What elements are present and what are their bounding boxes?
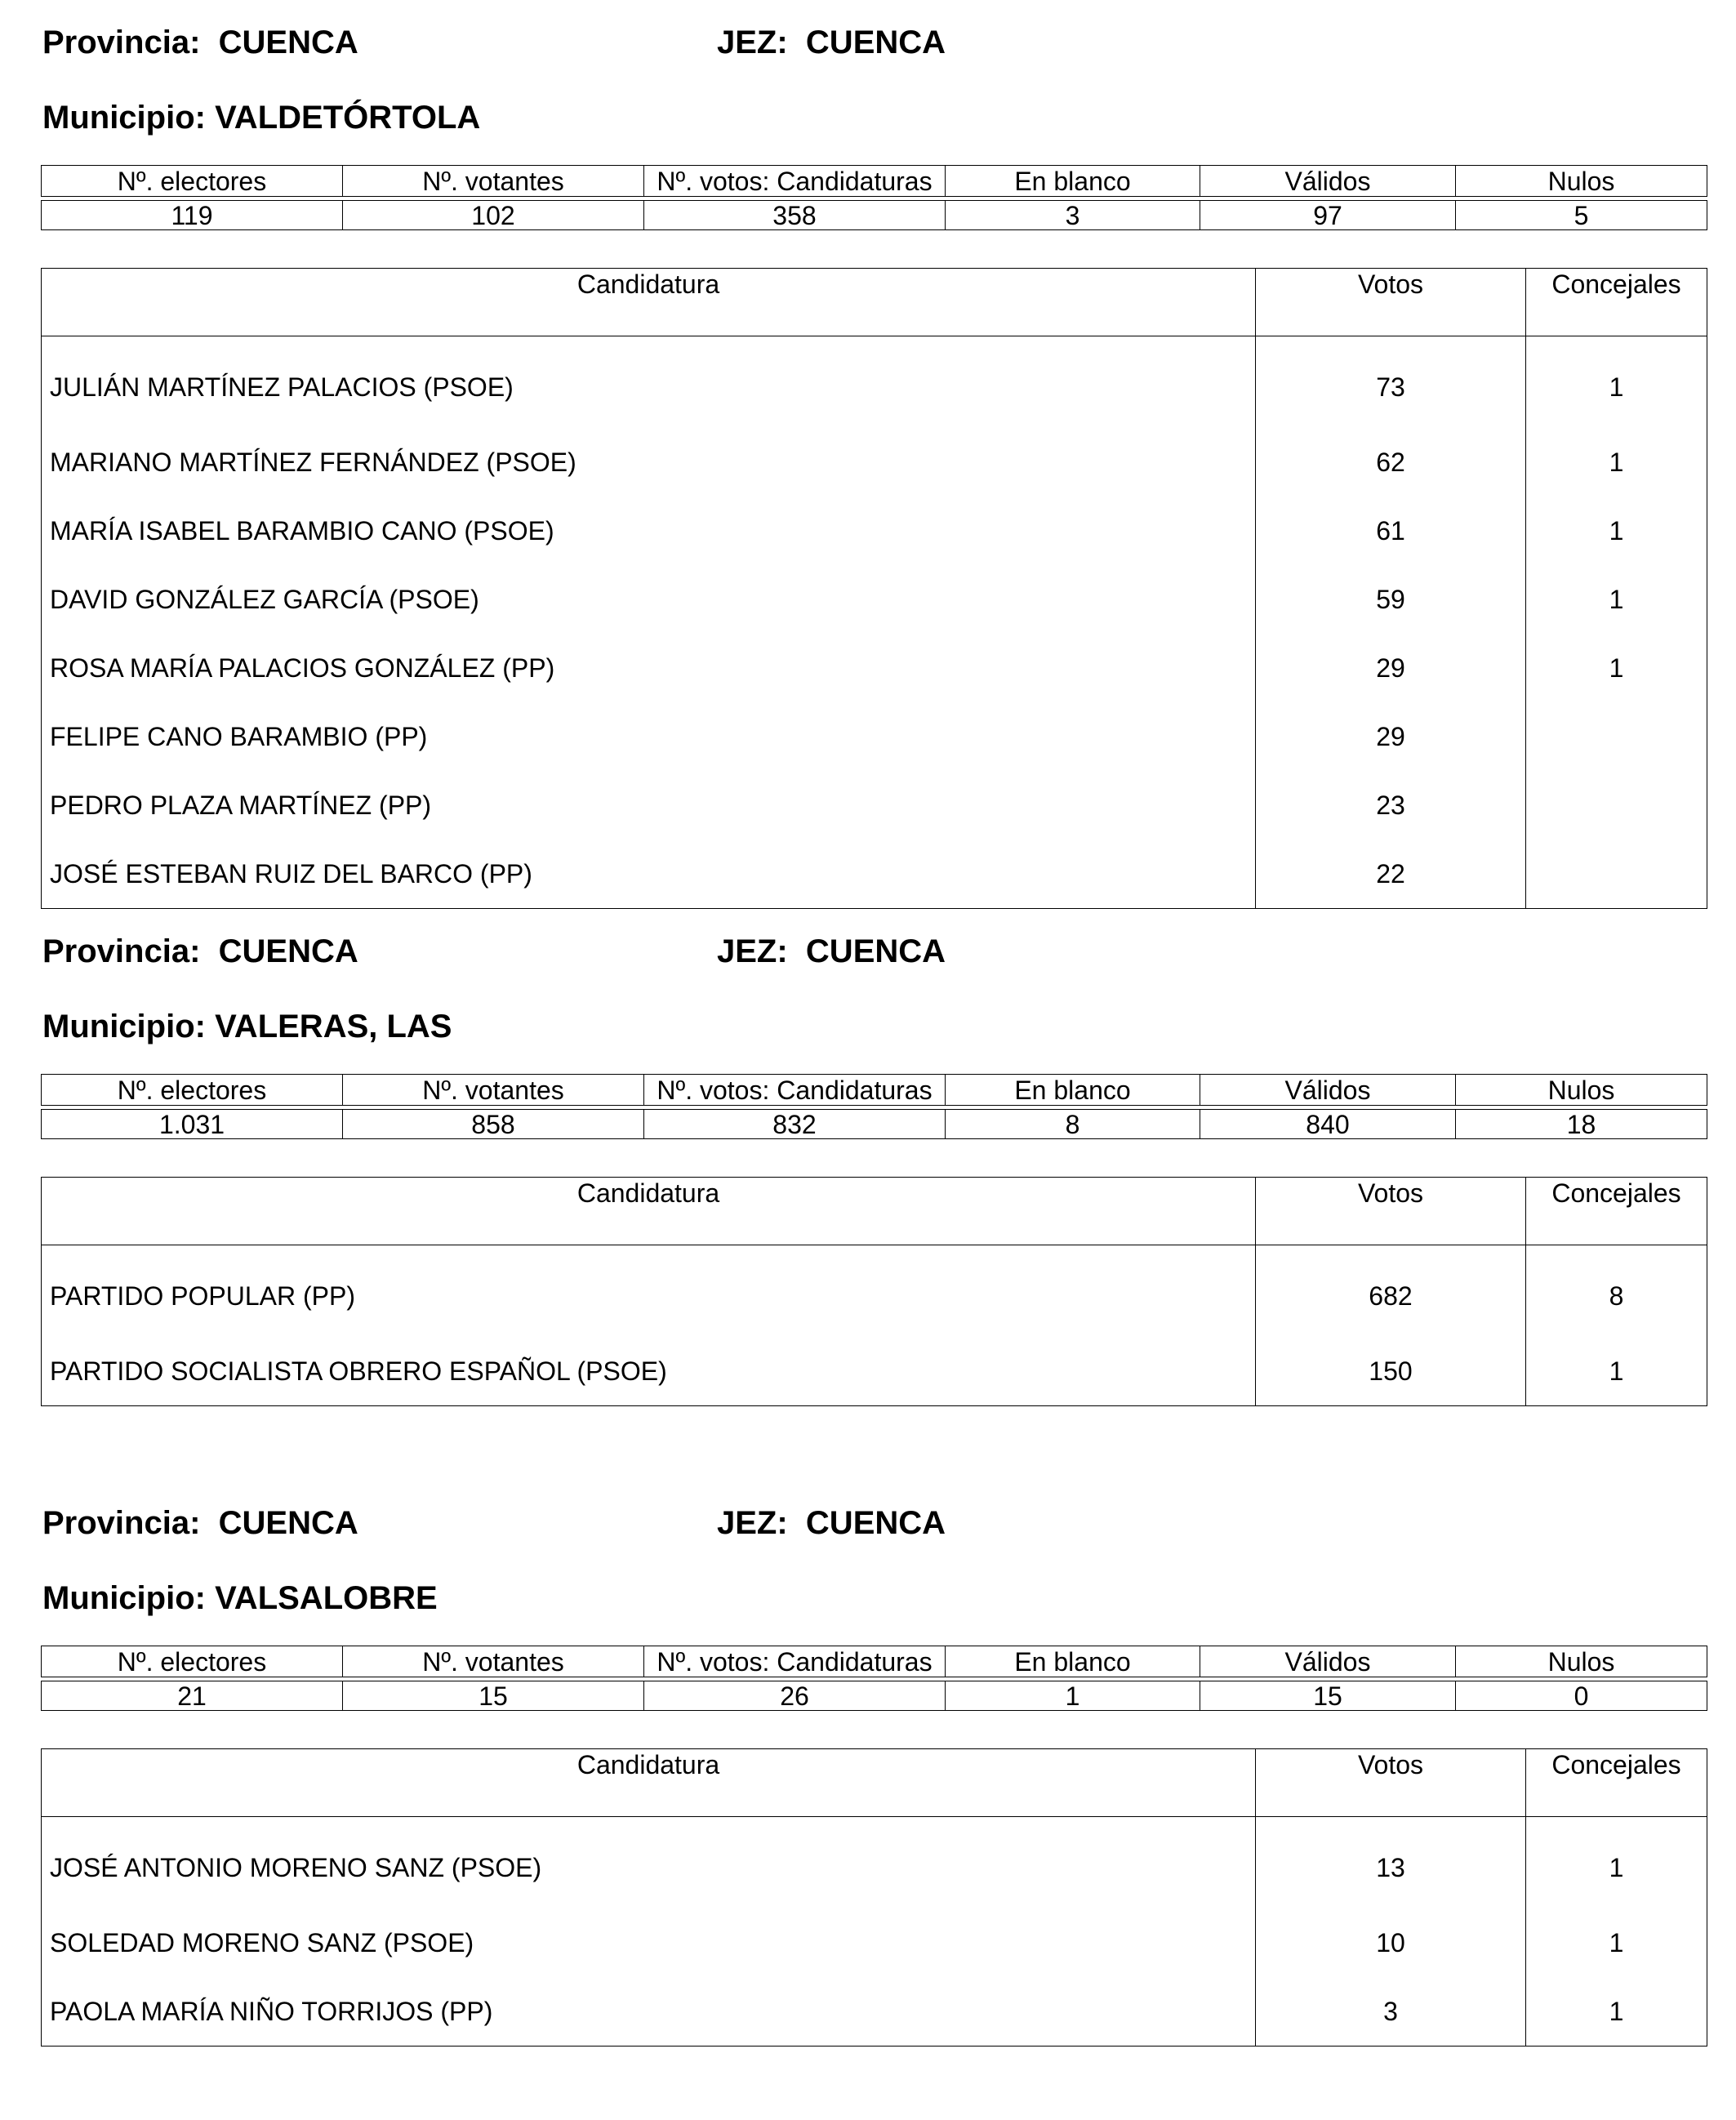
- candidate-concejales: 8: [1526, 1245, 1707, 1338]
- stats-value-cell: 8: [946, 1110, 1200, 1139]
- candidate-votos: 23: [1256, 771, 1526, 840]
- candidate-votos: 59: [1256, 565, 1526, 634]
- candidate-concejales: [1526, 702, 1707, 771]
- provincia-heading: [42, 24, 358, 61]
- stats-header-cell: Válidos: [1200, 1646, 1456, 1677]
- stats-value-cell: 21: [42, 1681, 343, 1711]
- candidate-name: ROSA MARÍA PALACIOS GONZÁLEZ (PP): [42, 634, 1256, 702]
- candidate-row: [42, 702, 1707, 771]
- candidate-concejales: [1526, 771, 1707, 840]
- candidates-header-row: [42, 269, 1707, 336]
- candidate-row: [42, 634, 1707, 702]
- candidate-row: [42, 1337, 1707, 1406]
- provincia-jez-header: [41, 24, 1707, 73]
- votos-header: Votos: [1256, 1178, 1526, 1245]
- stats-header-cell: Nulos: [1456, 166, 1707, 197]
- stats-value-cell: 840: [1200, 1110, 1456, 1139]
- candidate-concejales: 1: [1526, 565, 1707, 634]
- candidate-votos: 62: [1256, 428, 1526, 497]
- candidate-votos: 150: [1256, 1337, 1526, 1406]
- jez-heading: [717, 1505, 946, 1542]
- candidate-name: PAOLA MARÍA NIÑO TORRIJOS (PP): [42, 1977, 1256, 2047]
- candidate-name: SOLEDAD MORENO SANZ (PSOE): [42, 1908, 1256, 1977]
- stats-values-row: [42, 201, 1707, 230]
- stats-value-cell: 26: [644, 1681, 946, 1711]
- municipio-heading: [42, 1009, 452, 1045]
- candidate-votos: 29: [1256, 702, 1526, 771]
- stats-header-cell: En blanco: [946, 1075, 1200, 1106]
- municipio-value: VALDETÓRTOLA: [215, 100, 481, 136]
- candidate-row: [42, 1977, 1707, 2047]
- candidate-concejales: [1526, 840, 1707, 909]
- jez-heading: [717, 24, 946, 61]
- stats-value-cell: 1: [946, 1681, 1200, 1711]
- stats-table: [41, 1074, 1707, 1139]
- stats-header-cell: Nº. votantes: [343, 1646, 644, 1677]
- candidate-votos: 13: [1256, 1817, 1526, 1909]
- candidate-row: [42, 1245, 1707, 1338]
- candidates-table: [41, 1177, 1707, 1406]
- jez-value: CUENCA: [805, 933, 946, 969]
- candidate-votos: 61: [1256, 497, 1526, 565]
- candidate-concejales: 1: [1526, 634, 1707, 702]
- candidate-concejales: 1: [1526, 336, 1707, 429]
- candidate-row: [42, 336, 1707, 429]
- candidates-table: [41, 1748, 1707, 2047]
- stats-header-row: [42, 166, 1707, 197]
- provincia-heading: [42, 933, 358, 970]
- municipio-header: [41, 1009, 1707, 1058]
- stats-value-cell: 1.031: [42, 1110, 343, 1139]
- stats-value-cell: 15: [343, 1681, 644, 1711]
- stats-value-cell: 5: [1456, 201, 1707, 230]
- stats-header-row: [42, 1075, 1707, 1106]
- stats-value-cell: 119: [42, 201, 343, 230]
- provincia-heading: [42, 1505, 358, 1542]
- candidate-row: [42, 771, 1707, 840]
- concejales-header: Concejales: [1526, 269, 1707, 336]
- stats-value-cell: 18: [1456, 1110, 1707, 1139]
- stats-table: [41, 165, 1707, 230]
- stats-value-cell: 97: [1200, 201, 1456, 230]
- stats-header-cell: Nº. electores: [42, 1646, 343, 1677]
- candidatura-header: Candidatura: [42, 269, 1256, 336]
- candidate-row: [42, 428, 1707, 497]
- stats-value-cell: 0: [1456, 1681, 1707, 1711]
- candidate-name: PARTIDO SOCIALISTA OBRERO ESPAÑOL (PSOE): [42, 1337, 1256, 1406]
- stats-header-cell: En blanco: [946, 166, 1200, 197]
- stats-values-row: [42, 1110, 1707, 1139]
- stats-value-cell: 358: [644, 201, 946, 230]
- municipio-section: [41, 933, 1707, 1406]
- candidate-concejales: 1: [1526, 1908, 1707, 1977]
- candidate-concejales: 1: [1526, 1977, 1707, 2047]
- stats-value-cell: 15: [1200, 1681, 1456, 1711]
- candidate-row: [42, 1908, 1707, 1977]
- candidate-votos: 22: [1256, 840, 1526, 909]
- candidate-votos: 29: [1256, 634, 1526, 702]
- stats-header-cell: Nº. votantes: [343, 166, 644, 197]
- jez-heading: [717, 933, 946, 970]
- votos-header: Votos: [1256, 1749, 1526, 1817]
- jez-label: JEZ:: [717, 1505, 788, 1541]
- candidate-concejales: 1: [1526, 1817, 1707, 1909]
- jez-label: JEZ:: [717, 933, 788, 969]
- candidate-name: MARIANO MARTÍNEZ FERNÁNDEZ (PSOE): [42, 428, 1256, 497]
- candidate-name: MARÍA ISABEL BARAMBIO CANO (PSOE): [42, 497, 1256, 565]
- candidatura-header: Candidatura: [42, 1178, 1256, 1245]
- municipio-value: VALERAS, LAS: [215, 1009, 452, 1044]
- stats-header-cell: Nulos: [1456, 1646, 1707, 1677]
- candidate-concejales: 1: [1526, 428, 1707, 497]
- candidate-name: PEDRO PLAZA MARTÍNEZ (PP): [42, 771, 1256, 840]
- provincia-jez-header: [41, 933, 1707, 982]
- municipio-section: [41, 1505, 1707, 2047]
- candidate-row: [42, 497, 1707, 565]
- municipio-value: VALSALOBRE: [215, 1580, 438, 1616]
- provincia-label: Provincia:: [42, 24, 201, 60]
- stats-value-cell: 102: [343, 201, 644, 230]
- candidate-name: JOSÉ ANTONIO MORENO SANZ (PSOE): [42, 1817, 1256, 1909]
- candidates-header-row: [42, 1749, 1707, 1817]
- stats-header-cell: Válidos: [1200, 166, 1456, 197]
- stats-header-cell: En blanco: [946, 1646, 1200, 1677]
- jez-label: JEZ:: [717, 24, 788, 60]
- candidate-votos: 682: [1256, 1245, 1526, 1338]
- municipio-heading: [42, 1580, 438, 1617]
- candidate-name: DAVID GONZÁLEZ GARCÍA (PSOE): [42, 565, 1256, 634]
- stats-value-cell: 832: [644, 1110, 946, 1139]
- provincia-value: CUENCA: [218, 1505, 358, 1541]
- provincia-label: Provincia:: [42, 1505, 201, 1541]
- municipio-header: [41, 1580, 1707, 1629]
- jez-value: CUENCA: [805, 24, 946, 60]
- candidatura-header: Candidatura: [42, 1749, 1256, 1817]
- candidates-header-row: [42, 1178, 1707, 1245]
- municipio-heading: [42, 100, 480, 136]
- provincia-value: CUENCA: [218, 933, 358, 969]
- candidate-concejales: 1: [1526, 1337, 1707, 1406]
- stats-header-cell: Nº. votos: Candidaturas: [644, 1646, 946, 1677]
- concejales-header: Concejales: [1526, 1749, 1707, 1817]
- candidates-table: [41, 268, 1707, 909]
- municipio-label: Municipio:: [42, 100, 206, 136]
- stats-header-cell: Nulos: [1456, 1075, 1707, 1106]
- votos-header: Votos: [1256, 269, 1526, 336]
- stats-header-cell: Nº. votos: Candidaturas: [644, 166, 946, 197]
- municipio-section: [41, 24, 1707, 909]
- municipio-label: Municipio:: [42, 1580, 206, 1616]
- candidate-name: FELIPE CANO BARAMBIO (PP): [42, 702, 1256, 771]
- municipio-label: Municipio:: [42, 1009, 206, 1044]
- stats-value-cell: 858: [343, 1110, 644, 1139]
- candidate-name: JULIÁN MARTÍNEZ PALACIOS (PSOE): [42, 336, 1256, 429]
- stats-header-cell: Nº. votantes: [343, 1075, 644, 1106]
- candidate-votos: 10: [1256, 1908, 1526, 1977]
- stats-header-row: [42, 1646, 1707, 1677]
- candidate-row: [42, 1817, 1707, 1909]
- stats-value-cell: 3: [946, 201, 1200, 230]
- candidate-row: [42, 840, 1707, 909]
- candidate-votos: 3: [1256, 1977, 1526, 2047]
- provincia-value: CUENCA: [218, 24, 358, 60]
- candidate-name: JOSÉ ESTEBAN RUIZ DEL BARCO (PP): [42, 840, 1256, 909]
- stats-header-cell: Válidos: [1200, 1075, 1456, 1106]
- stats-header-cell: Nº. electores: [42, 166, 343, 197]
- provincia-jez-header: [41, 1505, 1707, 1554]
- candidate-concejales: 1: [1526, 497, 1707, 565]
- candidate-votos: 73: [1256, 336, 1526, 429]
- jez-value: CUENCA: [805, 1505, 946, 1541]
- stats-table: [41, 1646, 1707, 1711]
- candidate-name: PARTIDO POPULAR (PP): [42, 1245, 1256, 1338]
- provincia-label: Provincia:: [42, 933, 201, 969]
- stats-values-row: [42, 1681, 1707, 1711]
- stats-header-cell: Nº. votos: Candidaturas: [644, 1075, 946, 1106]
- concejales-header: Concejales: [1526, 1178, 1707, 1245]
- municipio-header: [41, 100, 1707, 149]
- stats-header-cell: Nº. electores: [42, 1075, 343, 1106]
- candidate-row: [42, 565, 1707, 634]
